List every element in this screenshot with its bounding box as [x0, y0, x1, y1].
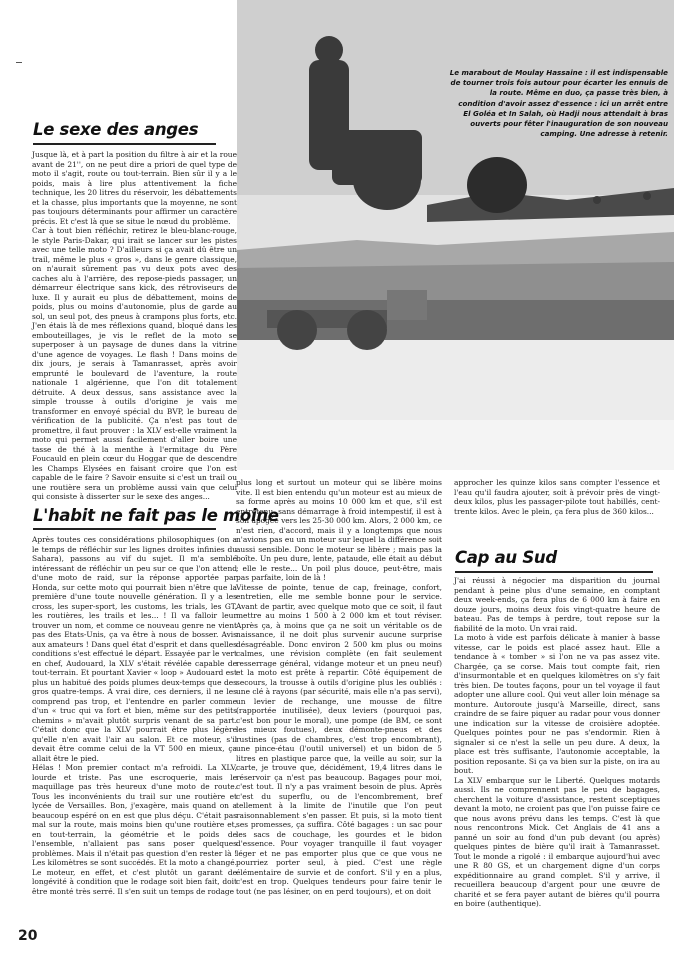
- column-3-top: [454, 478, 660, 516]
- heading-rule: [455, 571, 653, 573]
- column-1-top: [32, 150, 237, 502]
- margin-mark: [16, 62, 22, 63]
- column-1-bottom: [32, 535, 237, 896]
- page-number: 20: [18, 928, 38, 944]
- paragraph: J'ai réussi à négocier ma disparition du journal pendant à peine plus d'une semaine, en comptant deux week-ends, ça fera plus de 6 000 km à faire en douze jours, moins deux fois vingt-quatre heure de bateau. Pas de temps à perdre, tout repose sur la fiabilité de la moto. Un vrai raid.: [454, 576, 660, 633]
- photo-caption: [442, 68, 668, 139]
- column-2: [236, 478, 442, 896]
- caption-line: ouverts pour fêter l'inauguration de son nouveau: [470, 119, 668, 129]
- paragraph: Jusque là, et à part la position du filtre à air et la roue avant de 21'', on ne peut dire a priori de quel type de moto il s'agit, route ou tout-terrain. Bien sûr il y a le poids, mais à lire plus attentivement la fiche technique, les 20 litres du réservoir, les débattements et la chasse, plus importants que la moyenne, ne sont pas toujours déterminants pour affirmer un caractère précis. Et c'est là que se situe le nœud du problème.: [32, 150, 237, 226]
- heading-rule: [33, 143, 216, 145]
- caption-line: Le marabout de Moulay Hassaine : il est indispensable: [449, 68, 668, 77]
- heading-rule: [33, 528, 216, 530]
- paragraph: Car à tout bien réfléchir, retirez le bleu-blanc-rouge, le style Paris-Dakar, qui irait se lancer sur les pistes avec une telle moto ? D'ailleurs si ça avait dû être un trail, même le plus « gros », dans le genre classique, on n'aurait sûrement pas vu deux pots avec des caches alu à l'arrière, des repose-pieds passager, un démarreur électrique sans kick, des rétroviseurs de luxe. Il y aurait eu plus de débattement, moins de poids, plus ou moins d'autonomie, plus de garde au sol, un seul pot, des pneus à crampons plus forts, etc. J'en étais là de mes réflexions quand, bloqué dans les embouteillages, je vis le reflet de la moto se superposer à un paysage de dunes dans la vitrine d'une agence de voyages. Le flash ! Dans moins de dix jours, je serais à Tamanrasset, après avoir emprunté le boulevard de l'aventure, la route nationale 1 algérienne, que l'on dit totalement détruite. A deux dessus, sans assistance avec la simple trousse à outils d'origine je vais me transformer en envoyé spécial du BVP, le bureau de vérification de la publicité. Ça n'est pas tout de promettre, il faut prouver : la XLV est-elle vraiment la moto qui permet aussi facilement d'aller boire une tasse de thé à la menthe à l'ermitage du Père Foucauld en plein cœur du Hoggar que de descendre les Champs Elysées en faisant croire que l'on est capable de le faire ? Savoir ensuite si c'est un trail ou une routière sera un problème aussi vain que celui qui consiste à disserter sur le sexe des anges...: [32, 226, 237, 501]
- paragraph: Vitesse de pointe, tenue de cap, freinage, confort, entretien, elle me semble bonne pour le service. Avant de partir, avec quelque moto que ce soit, il faut mettre au moins 1 500 à 2 000 km et tout réviser. Après ça, à moins que ça ne soit un véritable os de naissance, il ne doit plus survenir aucune surprise désagréable. Donc environ 2 500 km plus ou moins calmes, une révision complète (en fait seulement resserrage général, vidange moteur et un pneu neuf) et la moto est prête à repartir. Côté équipement de secours, la trousse à outils d'origine plus les oubliés : une clé à rayons (par sécurité, mais elle n'a pas servi), un levier de rechange, une mousse de filtre (rapportée inutilisée), deux leviers (pourquoi pas, c'est bon pour le moral), une pompe (de BM, ce sont les mieux foutues), deux démonte-pneus et des rustines (pas de chambres, c'est trop encombrant), une pince-étau (l'outil universel) et un bidon de 5 litres en plastique parce que, la veille au soir, sur la carte, je trouve que, décidément, 19,4 litres dans le réservoir ça n'est pas beaucoup. Bagages pour moi, c'est tout. Il n'y a pas vraiment besoin de plus. Après c'est du superflu, ou de l'encombrement, bref tellement à la limite de l'inutile que l'on peut raisonnablement s'en passer. Et puis, si la moto tient ses promesses, ça suffira. Côté bagages : un sac pour les sacs de couchage, les gourdes et le bidon d'essence. Pour voyager tranquille il faut voyager léger et ne pas emporter plus que ce que vous ne pourriez porter seul, à pied. C'est une règle élémentaire de survie et de confort. S'il y en a plus, c'est en trop. Quelques tendeurs pour faire tenir le tout (ne pas lésiner, on en perd toujours), et on doit: [236, 582, 442, 896]
- paragraph: Hélas ! Mon premier contact m'a refroidi. La XLV, lourde et triste. Pas une escroquerie, mais le maquillage pas très heureux d'une moto de route. Tous les inconvénients du trail sur une routière et lycée de Versailles. Bon, j'exagère, mais quand on a beaucoup espéré on en est que plus déçu. C'était pas mal sur la route, mais moins bien qu'une routière et, en tout-terrain, la géométrie et le poids de l'ensemble, n'allaient pas sans poser quelques problèmes. Mais il n'était pas question d'en rester là ! Les kilomètres se sont succédés. Et la moto a changé. Le moteur, en effet, et c'est plutôt un garant de longévité à condition que le rodage soit bien fait, doit être monté très serré. Il s'en suit un temps de rodage: [32, 763, 237, 896]
- heading-cap-au-sud: Cap au Sud: [455, 548, 557, 567]
- paragraph: La moto à vide est parfois délicate à manier à basse vitesse, car le poids est placé assez haut. Elle a tendance à « tomber » si l'on ne va pas assez vite. Chargée, ça se corse. Mais tout compte fait, rien d'insurmontable et en quelques kilomètres on s'y fait très bien. De toutes façons, pour un tel voyage il faut adopter une allure cool. Qui veut aller loin ménage sa monture. Autoroute jusqu'à Marseille, direct, sans craindre de se faire piquer au radar pour vous donner une indication sur la vitesse de croisière adoptée. Quelques pointes pour ne pas s'endormir. Rien à signaler si ce n'est la selle un peu dure. A deux, la place est très suffisante, l'autonomie acceptable, la position reposante. Si ça va bien sur la piste, on ira au bout.: [454, 633, 660, 775]
- caption-line: condition d'avoir assez d'essence : ici un arrêt entre: [458, 98, 668, 108]
- caption-line: El Goléa et In Salah, où Hadji nous attendait à bras: [463, 108, 668, 118]
- paragraph: approcher les quinze kilos sans compter l'essence et l'eau qu'il faudra ajouter, soit à prévoir près de vingt-deux kilos, plus les passager-pilote tout habillés, cent-trente kilos. Avec le plein, ça fera plus de 360 kilos...: [454, 478, 660, 516]
- caption-line: la route. Même en duo, ça passe très bien, à: [489, 88, 668, 98]
- paragraph: La XLV embarque sur le Liberté. Quelques motards aussi. Ils ne comprennent pas le peu de bagages, cherchent la voiture d'assistance, restent sceptiques devant la moto, ne croient pas que l'on puisse faire ce que nous avons prévu dans les temps. C'est là que nous rencontrons Mick. Cet Anglais de 41 ans a panné un soir au fond d'un pub devant (ou après) quelques pintes de bière qu'il irait à Tamanrasset. Tout le monde a rigolé : il embarque aujourd'hui avec une R 80 GS, et un chargement digne d'un corps expéditionnaire au grand complet. S'il y arrive, il recueillera beaucoup d'argent pour une œuvre de charité et se fera payer autant de bières qu'il pourra en boire (authentique).: [454, 775, 660, 908]
- paragraph: Après toutes ces considérations philosophiques (on a le temps de réfléchir sur les lignes droites infinies du Sahara), passons au vif du sujet. Il m'a semblé intéressant de réfléchir un peu sur ce que l'on attend d'une moto de raid, sur la réponse apportée par Honda, sur cette moto qui pourrait bien n'être que la première d'une toute nouvelle génération. Il y a les cross, les super-sport, les customs, les trials, les GT, les routières, les trails et les... ! Il va falloir leur trouver un nom, et comme ce nouveau genre ne vient pas des Etats-Unis, ça va être à nous de bosser. Avis aux amateurs ! Dans quel état d'esprit et dans quelles conditions s'est effectué le départ. Essayée par le vert en chef, Audouard, la XLV s'était révélée capable de tout-terrain. Et pourtant Xavier « loop » Audouard est plus un habitué des poids plumes deux-temps que des gros quatre-temps. A vrai dire, ces derniers, il ne les comprend pas trop, et l'entendre en parler comme d'un « truc qui va fort et bien, même sur des petits chemins » m'avait plutôt surpris venant de sa part. C'était donc que la XLV pourrait être plus légère qu'elle n'en avait l'air au salon. Et ce moteur, s'il devait être comme celui de la VT 500 en mieux, ça allait être le pied.: [32, 535, 237, 763]
- paragraph: plus long et surtout un moteur qui se libère moins vite. Il est bien entendu qu'un moteur est au mieux de sa forme après au moins 10 000 km et que, s'il est entretenu, sans démarrage à froid intempestif, il est à son apogée vers les 25-30 000 km. Alors, 2 000 km, ce n'est rien, d'accord, mais il y a longtemps que nous n'avions pas eu un moteur sur lequel la différence soit aussi sensible. Donc le moteur se libère ; mais pas la boîte. Un peu dure, lente, pataude, elle était au début ; elle le reste... Un poil plus douce, peut-être, mais pas parfaite, loin de là !: [236, 478, 442, 582]
- heading-habit-moine: L'habit ne fait pas le moine: [33, 506, 279, 525]
- heading-sexe-des-anges: Le sexe des anges: [33, 120, 199, 139]
- column-3-bottom: [454, 576, 660, 909]
- caption-line: de tourner trois fois autour pour écarter les ennuis de: [450, 78, 668, 88]
- caption-line: camping. Une adresse à retenir.: [540, 129, 668, 139]
